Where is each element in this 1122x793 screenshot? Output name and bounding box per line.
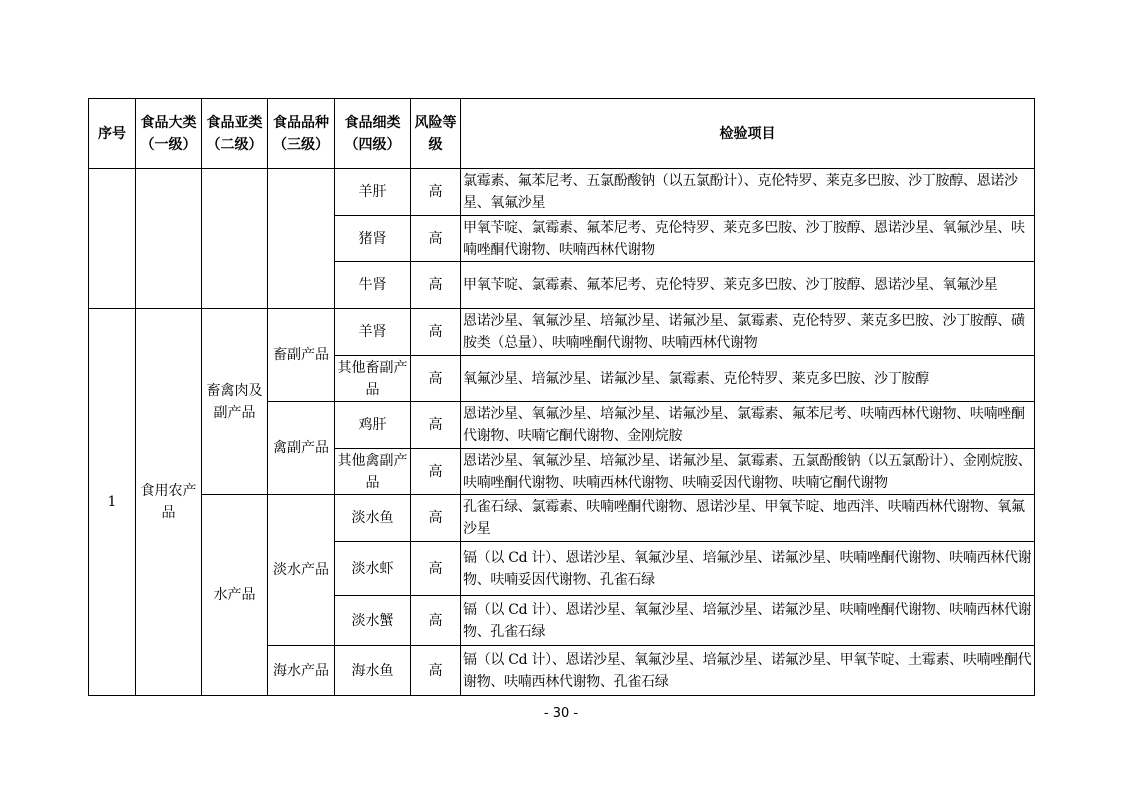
- header-seq: 序号: [89, 99, 136, 169]
- items-cell: 孔雀石绿、氯霉素、呋喃唑酮代谢物、恩诺沙星、甲氧苄啶、地西泮、呋喃西林代谢物、氧氟沙星: [461, 495, 1035, 542]
- risk-cell: 高: [411, 646, 461, 696]
- page-number: - 30 -: [543, 706, 579, 721]
- cat4-cell: 淡水蟹: [335, 596, 411, 646]
- header-category-level2: 食品亚类（二级）: [202, 99, 268, 169]
- cat4-cell: 羊肝: [335, 169, 411, 216]
- items-cell: 氯霉素、氟苯尼考、五氯酚酸钠（以五氯酚计）、克伦特罗、莱克多巴胺、沙丁胺醇、恩诺沙星、氧氟沙星: [461, 169, 1035, 216]
- cat3-cell: 畜副产品: [268, 309, 335, 402]
- cat2-cell: 水产品: [202, 495, 268, 696]
- header-category-level3: 食品品种（三级）: [268, 99, 335, 169]
- cat3-cell-empty: [268, 169, 335, 309]
- risk-cell: 高: [411, 169, 461, 216]
- risk-cell: 高: [411, 402, 461, 449]
- items-cell: 甲氧苄啶、氯霉素、氟苯尼考、克伦特罗、莱克多巴胺、沙丁胺醇、恩诺沙星、氧氟沙星、呋喃唑酮代谢物、呋喃西林代谢物: [461, 216, 1035, 262]
- items-cell: 镉（以 Cd 计）、恩诺沙星、氧氟沙星、培氟沙星、诺氟沙星、呋喃唑酮代谢物、呋喃西林代谢物、孔雀石绿: [461, 596, 1035, 646]
- cat3-cell: 海水产品: [268, 646, 335, 696]
- header-category-level4: 食品细类（四级）: [335, 99, 411, 169]
- inspection-items-table: [88, 98, 1035, 696]
- cat1-cell: 食用农产品: [136, 309, 202, 696]
- items-cell: 恩诺沙星、氧氟沙星、培氟沙星、诺氟沙星、氯霉素、克伦特罗、莱克多巴胺、沙丁胺醇、磺胺类（总量）、呋喃唑酮代谢物、呋喃西林代谢物: [461, 309, 1035, 356]
- risk-cell: 高: [411, 596, 461, 646]
- items-cell: 镉（以 Cd 计）、恩诺沙星、氧氟沙星、培氟沙星、诺氟沙星、呋喃唑酮代谢物、呋喃西林代谢物、呋喃妥因代谢物、孔雀石绿: [461, 542, 1035, 596]
- items-cell: 甲氧苄啶、氯霉素、氟苯尼考、克伦特罗、莱克多巴胺、沙丁胺醇、恩诺沙星、氧氟沙星: [461, 262, 1035, 309]
- cat4-cell: 淡水虾: [335, 542, 411, 596]
- risk-cell: 高: [411, 262, 461, 309]
- risk-cell: 高: [411, 309, 461, 356]
- risk-cell: 高: [411, 542, 461, 596]
- risk-cell: 高: [411, 216, 461, 262]
- cat4-cell: 淡水鱼: [335, 495, 411, 542]
- cat4-cell: 其他禽副产品: [335, 449, 411, 495]
- header-category-level1: 食品大类（一级）: [136, 99, 202, 169]
- table-row: [89, 309, 1035, 356]
- cat1-cell-empty: [136, 169, 202, 309]
- cat4-cell: 鸡肝: [335, 402, 411, 449]
- header-inspection-items: 检验项目: [461, 99, 1035, 169]
- cat3-cell: 禽副产品: [268, 402, 335, 495]
- cat2-cell-empty: [202, 169, 268, 309]
- risk-cell: 高: [411, 495, 461, 542]
- cat4-cell: 海水鱼: [335, 646, 411, 696]
- table-row: [89, 169, 1035, 216]
- cat4-cell: 其他畜副产品: [335, 356, 411, 402]
- seq-cell: 1: [89, 309, 136, 696]
- items-cell: 恩诺沙星、氧氟沙星、培氟沙星、诺氟沙星、氯霉素、五氯酚酸钠（以五氯酚计）、金刚烷胺、呋喃唑酮代谢物、呋喃西林代谢物、呋喃妥因代谢物、呋喃它酮代谢物: [461, 449, 1035, 495]
- cat3-cell: 淡水产品: [268, 495, 335, 646]
- risk-cell: 高: [411, 356, 461, 402]
- items-cell: 恩诺沙星、氧氟沙星、培氟沙星、诺氟沙星、氯霉素、氟苯尼考、呋喃西林代谢物、呋喃唑酮代谢物、呋喃它酮代谢物、金刚烷胺: [461, 402, 1035, 449]
- table-header-row: [89, 99, 1035, 169]
- cat4-cell: 羊肾: [335, 309, 411, 356]
- header-risk-level: 风险等级: [411, 99, 461, 169]
- risk-cell: 高: [411, 449, 461, 495]
- cat2-cell: 畜禽肉及副产品: [202, 309, 268, 495]
- seq-cell-empty: [89, 169, 136, 309]
- cat4-cell: 牛肾: [335, 262, 411, 309]
- table-row: [89, 495, 1035, 542]
- items-cell: 镉（以 Cd 计）、恩诺沙星、氧氟沙星、培氟沙星、诺氟沙星、甲氧苄啶、土霉素、呋喃唑酮代谢物、呋喃西林代谢物、孔雀石绿: [461, 646, 1035, 696]
- items-cell: 氧氟沙星、培氟沙星、诺氟沙星、氯霉素、克伦特罗、莱克多巴胺、沙丁胺醇: [461, 356, 1035, 402]
- cat4-cell: 猪肾: [335, 216, 411, 262]
